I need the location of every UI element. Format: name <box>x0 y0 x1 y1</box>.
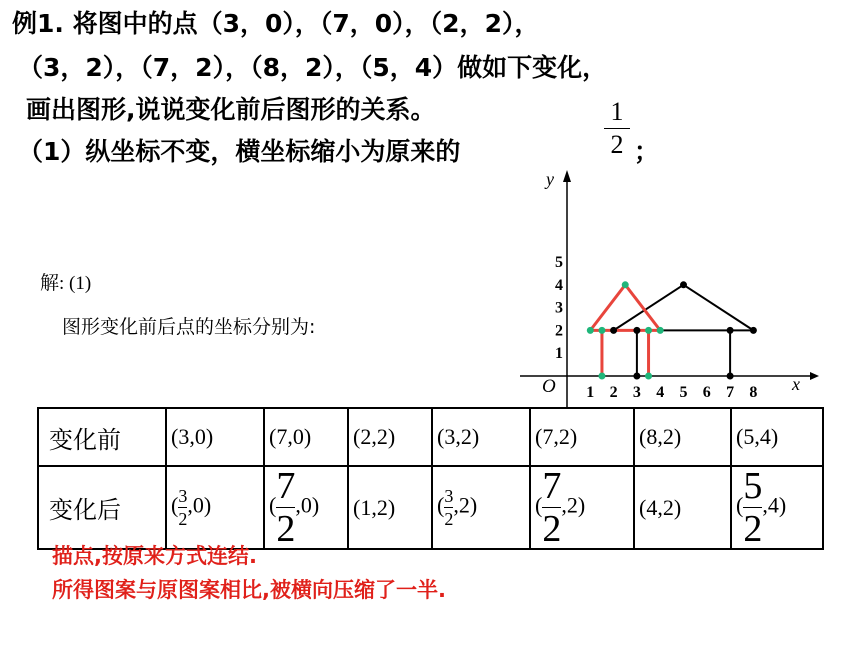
note-line-1: 描点,按原来方式连结. <box>52 544 257 568</box>
paren-open: ( <box>269 492 277 518</box>
fraction-denominator: 2 <box>444 509 454 529</box>
table-cell <box>166 466 264 549</box>
cell-fraction <box>542 467 561 548</box>
table-cell <box>432 466 530 549</box>
fraction-denominator: 2 <box>542 508 562 550</box>
coordinate-table <box>37 407 824 550</box>
table-cell <box>264 466 348 549</box>
fraction-bar <box>444 507 453 508</box>
transformed-point <box>587 327 594 334</box>
fraction-numerator: 3 <box>444 486 454 506</box>
fraction-bar <box>604 128 630 129</box>
table-cell <box>731 466 823 549</box>
row-label-after: 变化后 <box>38 466 166 549</box>
table-cell: (3,0) <box>166 408 264 466</box>
paren-close: ,0) <box>187 492 212 518</box>
y-axis-arrow-icon <box>563 170 571 182</box>
axes <box>520 169 819 408</box>
original-point <box>680 281 687 288</box>
y-tick-label: 3 <box>555 299 563 317</box>
original-point <box>633 373 640 380</box>
y-tick-label: 1 <box>555 345 563 363</box>
x-tick-label: 7 <box>726 384 735 401</box>
transformed-point <box>657 327 664 334</box>
x-tick-label: 2 <box>609 384 618 401</box>
original-point <box>727 373 734 380</box>
y-axis-label: y <box>546 169 554 189</box>
table-cell: (3,2) <box>432 408 530 466</box>
cell-fraction <box>276 467 295 548</box>
transformed-point <box>598 373 605 380</box>
original-roof-right <box>684 285 754 331</box>
x-tick-label: 5 <box>679 384 688 401</box>
x-tick-label: 8 <box>749 384 758 401</box>
y-tick-label: 4 <box>555 276 563 294</box>
paren-open: ( <box>437 492 445 518</box>
table-cell: (5,4) <box>731 408 823 466</box>
original-point <box>727 327 734 334</box>
transformed-point <box>645 373 652 380</box>
x-tick-label: 1 <box>586 384 595 401</box>
paren-close: ,2) <box>561 492 586 518</box>
transformed-roof-right <box>625 285 660 331</box>
fraction-denominator: 2 <box>178 509 188 529</box>
problem-line-4 <box>18 136 460 168</box>
transformed-point <box>645 327 652 334</box>
table-cell: (7,0) <box>264 408 348 466</box>
coordinate-graph <box>510 168 820 408</box>
problem-line-3: 画出图形,说说变化前后图形的关系。 <box>26 95 436 124</box>
x-tick-label: 4 <box>656 384 665 401</box>
solution-label: 解: (1) <box>40 273 92 294</box>
paren-close: ,4) <box>762 492 787 518</box>
original-point <box>750 327 757 334</box>
fraction-numerator: 7 <box>276 465 296 507</box>
paren-open: ( <box>736 492 744 518</box>
table-cell: (1,2) <box>348 466 432 549</box>
cell-fraction <box>178 487 187 528</box>
table-cell: (2,2) <box>348 408 432 466</box>
x-axis-label: x <box>792 374 800 394</box>
table-row-before <box>38 408 823 466</box>
fraction-denominator: 2 <box>743 508 763 550</box>
fraction-numerator: 7 <box>542 465 562 507</box>
fraction-numerator: 5 <box>743 465 763 507</box>
table-cell: (4,2) <box>634 466 731 549</box>
paren-open: ( <box>171 492 179 518</box>
fraction-numerator: 3 <box>178 486 188 506</box>
fraction-bar <box>178 507 187 508</box>
cell-fraction <box>743 467 762 548</box>
original-roof-left <box>614 285 684 331</box>
transformed-point <box>622 281 629 288</box>
original-point <box>633 327 640 334</box>
paren-close: ,2) <box>453 492 478 518</box>
fraction-numerator: 1 <box>610 97 624 126</box>
table-row-after <box>38 466 823 549</box>
problem-line-4-text: （1）纵坐标不变，横坐标缩小为原来的 <box>18 137 461 166</box>
table-cell: (7,2) <box>530 408 634 466</box>
problem-line-4-end: ； <box>634 137 660 166</box>
cell-fraction <box>444 487 453 528</box>
y-tick-label: 2 <box>555 322 563 340</box>
solution-subtitle: 图形变化前后点的坐标分别为: <box>62 316 316 338</box>
problem-line-2: （3，2），（7，2），（8，2），（5，4）做如下变化， <box>18 53 608 82</box>
fraction-denominator: 2 <box>276 508 296 550</box>
table-cell: (8,2) <box>634 408 731 466</box>
note-line-2: 所得图案与原图案相比,被横向压缩了一半. <box>52 578 446 602</box>
fraction-denominator: 2 <box>610 130 624 159</box>
x-axis-arrow-icon <box>810 372 819 380</box>
row-label-before: 变化前 <box>38 408 166 466</box>
original-point <box>610 327 617 334</box>
problem-line-1: 例1. 将图中的点（3，0），（7，0），（2，2）， <box>12 9 540 38</box>
paren-open: ( <box>535 492 543 518</box>
transformed-point <box>598 327 605 334</box>
x-tick-label: 6 <box>702 384 711 401</box>
x-tick-label: 3 <box>632 384 641 401</box>
origin-label: O <box>542 376 556 397</box>
transformed-roof-left <box>590 285 625 331</box>
paren-close: ,0) <box>295 492 320 518</box>
table-cell <box>530 466 634 549</box>
problem-fraction <box>604 97 630 160</box>
y-tick-label: 5 <box>555 254 563 271</box>
